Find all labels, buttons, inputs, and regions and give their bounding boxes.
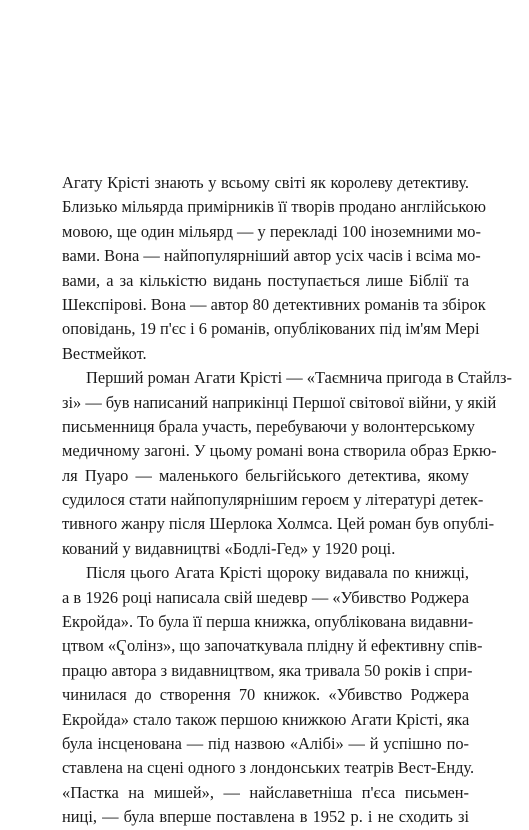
text-line: Агату Крісті знають у всьому світі як королеву детективу. [62,173,469,192]
text-line: вами. Вона — найпопулярніший автор усіх часів і всіма мо- [62,246,481,266]
text-line: Перший роман Агати Крісті — «Таємнича пригода в Стайлз- [86,368,512,388]
paragraph-1 [62,171,486,366]
text-line: чинилася до створення 70 книжок. «Убивство Роджера [62,685,469,705]
text-line: Екройда» стало також першою книжкою Агати Крісті, яка [62,709,470,729]
text-line: оповідань, 19 п'єс і 6 романів, опублікованих під ім'ям Мері [62,319,480,339]
text-line: була інсценована — під назвою «Алібі» — й успішно по- [62,733,469,753]
text-line: мовою, ще один мільярд — у перекладі 100 іноземними мо- [62,221,481,241]
text-line: Шекспірові. Вона — автор 80 детективних романів та збірок [62,294,486,314]
text-line: Після цього Агата Крісті щороку видавала по книжці, [86,563,469,583]
text-line: «Пастка на мишей», — найславетніша п'єса письмен- [62,782,469,802]
text-line: Екройда». То була її перша книжка, опублікована видавни- [62,612,474,632]
text-line: зі» — був написаний наприкінці Першої світової війни, у якій [62,392,497,412]
paragraph-3 [62,561,483,829]
text-line: кований у видавництві «Бодлі-Гед» у 1920 році. [62,538,396,558]
text-line: тивного жанру після Шерлока Холмса. Цей роман був опублі- [62,514,495,534]
text-line: письменниця брала участь, перебуваючи у волонтерському [62,416,475,436]
paragraph-2 [62,366,512,561]
text-line: медичному загоні. У цьому романі вона створила образ Еркю- [62,441,497,461]
text-line: судилося стати найпопулярнішим героєм у літературі детек- [62,490,484,510]
text-line: ставлена на сцені одного з лондонських театрів Вест-Енду. [62,758,475,778]
text-line: цтвом «Ҁолінз», що започаткувала плідну й ефективну спів- [62,636,483,656]
text-line: вами, а за кількістю видань поступається лише Біблії та [62,270,469,290]
text-line: ля Пуаро — маленького бельгійського детектива, якому [62,465,469,485]
text-line: а в 1926 році написала свій шедевр — «Убивство Роджера [62,587,469,607]
text-line: Близько мільярда примірників її творів продано англійською [62,197,486,217]
text-line: працю автора з видавництвом, яка тривала 50 років і спри- [62,660,473,680]
text-line: Вестмейкот. [62,343,147,363]
text-line: ниці, — була вперше поставлена в 1952 р. і не сходить зі [62,807,469,827]
body-text [62,171,512,830]
